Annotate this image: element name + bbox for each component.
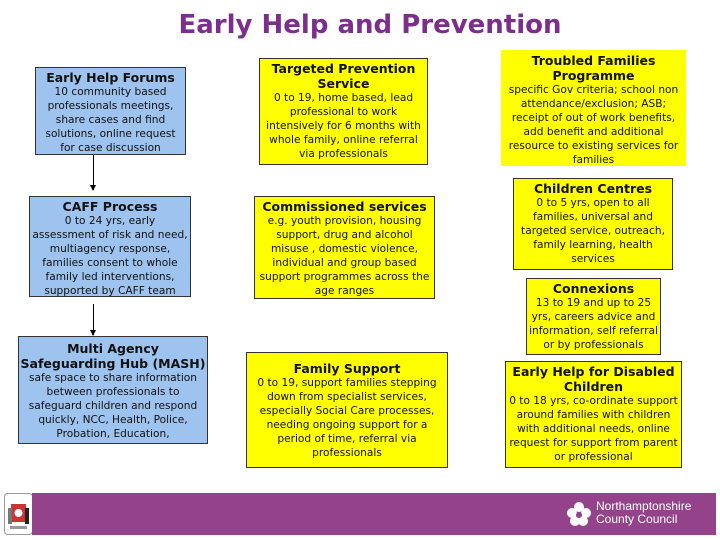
box-text-line: families consent to whole (42, 257, 178, 269)
box-text-line: professionals (312, 447, 382, 459)
box-text-line: individual and group based (272, 257, 417, 269)
box-heading: Safeguarding Hub (MASH) (20, 356, 206, 371)
arrow-caff-to-mash (93, 304, 94, 335)
connexions-box (526, 278, 661, 355)
commissioned-services-box (254, 196, 435, 299)
box-text-line: information, self referral (529, 325, 658, 337)
box-text-line: services (571, 253, 615, 265)
troubled-families-box (501, 50, 686, 166)
early-help-disabled-children-box (505, 361, 682, 468)
early-help-forums-box (35, 67, 186, 155)
box-text-line: add benefit and additional (523, 126, 664, 138)
box-text-line: resource to existing services for (508, 140, 679, 152)
box-text-line: share cases and find (55, 114, 166, 126)
box-heading: CAFF Process (62, 199, 158, 214)
targeted-prevention-box (259, 58, 428, 165)
box-text-line: specific Gov criteria; school non (508, 84, 679, 96)
children-centres-box (513, 178, 673, 270)
box-text-line: 0 to 19, support families stepping (257, 377, 437, 389)
box-text-line: whole family, online referral (269, 134, 418, 146)
box-text-line: targeted service, outreach, (521, 225, 665, 237)
box-text-line: misuse , domestic violence, (270, 243, 419, 255)
box-text-line: quickly, NCC, Health, Police, (38, 414, 188, 426)
box-heading: Children (563, 379, 624, 394)
box-text-line: professionals meetings, (47, 100, 174, 112)
rose-logo-icon (567, 502, 591, 526)
box-text-line: safeguard children and respond (28, 400, 198, 412)
box-text-line: via professionals (299, 148, 388, 160)
box-text-line: families (572, 154, 615, 166)
mash-box (18, 336, 208, 444)
box-heading: Early Help for Disabled (512, 364, 675, 379)
box-text-line: 0 to 19, home based, lead (273, 92, 414, 104)
box-text-line: with additional needs, online (517, 423, 670, 435)
box-heading: Programme (552, 68, 635, 83)
box-text-line: intensively for 6 months with (266, 120, 421, 132)
box-text-line: yrs, careers advice and (531, 311, 656, 323)
box-text-line: 0 to 18 yrs, co-ordinate support (509, 395, 678, 407)
box-text-line: family led interventions, (45, 271, 175, 283)
box-text-line: supported by CAFF team (44, 285, 176, 297)
box-text-line: e.g. youth provision, housing (267, 215, 422, 227)
page-title: Early Help and Prevention (178, 10, 562, 40)
box-text-line: assessment of risk and need, (32, 229, 188, 241)
council-name-line2: County Council (596, 512, 678, 526)
box-text-line: solutions, online request (45, 128, 176, 140)
box-heading: Service (317, 76, 370, 91)
box-heading: Early Help Forums (46, 70, 175, 85)
box-heading: Connexions (552, 281, 635, 296)
box-text-line: especially Social Care processes, (259, 405, 435, 417)
box-text-line: down from specialist services, (267, 391, 427, 403)
box-text-line: between professionals to (46, 386, 180, 398)
arrow-forums-to-caff (93, 155, 94, 190)
family-support-box (246, 352, 448, 468)
caff-process-box (29, 196, 191, 297)
box-text-line: for case discussion (60, 142, 161, 154)
box-text-line: receipt of out of work benefits, (511, 112, 676, 124)
coat-of-arms-logo (4, 493, 33, 535)
box-text-line: period of time, referral via (277, 433, 417, 445)
box-text-line: request for support from parent (509, 437, 678, 449)
box-text-line: 0 to 24 yrs, early (64, 215, 156, 227)
box-text-line: family learning, health (533, 239, 653, 251)
box-text-line: 0 to 5 yrs, open to all (536, 197, 650, 209)
box-heading: Commissioned services (262, 199, 427, 214)
box-heading: Family Support (293, 361, 401, 376)
box-text-line: professional to work (289, 106, 398, 118)
box-text-line: support, drug and alcohol (276, 229, 413, 241)
box-text-line: or by professionals (543, 339, 644, 351)
box-heading: Targeted Prevention (271, 61, 416, 76)
box-heading: Multi Agency (67, 341, 159, 356)
box-text-line: or professional (554, 451, 633, 463)
box-text-line: 10 community based (54, 86, 167, 98)
box-text-line: age ranges (314, 285, 375, 297)
box-text-line: support programmes across the (259, 271, 430, 283)
box-text-line: safe space to share information (29, 372, 197, 384)
box-heading: Children Centres (533, 181, 653, 196)
box-text-line: 13 to 19 and up to 25 (535, 297, 652, 309)
box-text-line: around families with children (516, 409, 671, 421)
box-heading: Troubled Families (531, 53, 656, 68)
box-text-line: families, universal and (533, 211, 653, 223)
box-text-line: attendance/exclusion; ASB; (520, 98, 667, 110)
box-text-line: needing ongoing support for a (266, 419, 428, 431)
council-name-line1: Northamptonshire (596, 499, 692, 513)
box-text-line: Probation, Education, (56, 428, 170, 440)
council-name (596, 500, 691, 526)
box-text-line: multiagency response, (49, 243, 171, 255)
